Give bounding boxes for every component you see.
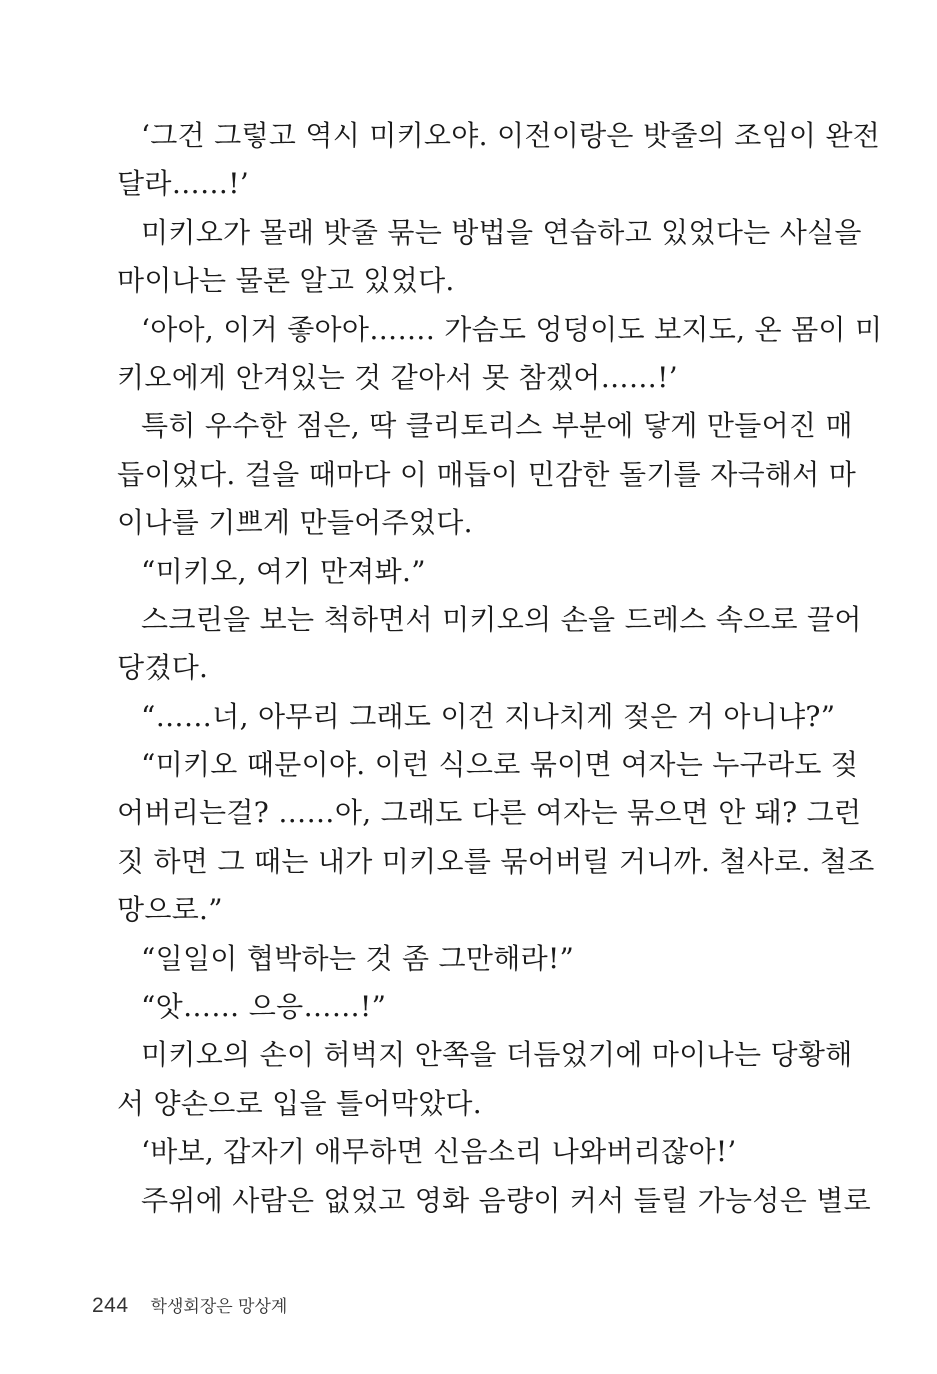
text-line: 이나를 기쁘게 만들어주었다.: [117, 506, 473, 540]
text-line: 듭이었다. 걸을 때마다 이 매듭이 민감한 돌기를 자극해서 마: [117, 457, 857, 491]
text-line: 짓 하면 그 때는 내가 미키오를 묶어버릴 거니까. 철사로. 철조: [117, 844, 875, 878]
page-number: 244: [92, 1294, 129, 1317]
text-line: “앗…… 으응……!”: [141, 990, 387, 1024]
text-line: “일일이 협박하는 것 좀 그만해라!”: [141, 941, 575, 975]
text-line: 스크린을 보는 척하면서 미키오의 손을 드레스 속으로 끌어: [141, 602, 862, 636]
text-line: “……너, 아무리 그래도 이건 지나치게 젖은 거 아니냐?”: [141, 699, 836, 733]
text-line: 미키오의 손이 허벅지 안쪽을 더듬었기에 마이나는 당황해: [141, 1038, 853, 1072]
text-line: ‘바보, 갑자기 애무하면 신음소리 나와버리잖아!’: [141, 1135, 737, 1169]
text-line: 특히 우수한 점은, 딱 클리토리스 부분에 닿게 만들어진 매: [141, 409, 853, 443]
text-line: ‘그건 그렇고 역시 미키오야. 이전이랑은 밧줄의 조임이 완전: [141, 119, 881, 152]
text-line: 마이나는 물론 알고 있었다.: [117, 264, 455, 298]
text-line: 당겼다.: [117, 651, 209, 685]
text-line: “미키오, 여기 만져봐.”: [141, 554, 426, 588]
text-line: 주위에 사람은 없었고 영화 음량이 커서 들릴 가능성은 별로: [141, 1183, 871, 1217]
text-line: 키오에게 안겨있는 것 같아서 못 참겠어……!’: [117, 360, 678, 394]
text-line: ‘아아, 이거 좋아아……. 가슴도 엉덩이도 보지도, 온 몸이 미: [141, 312, 883, 346]
text-line: 망으로.”: [117, 893, 223, 927]
text-line: 달라……!’: [117, 167, 250, 201]
text-line: 미키오가 몰래 밧줄 묶는 방법을 연습하고 있었다는 사실을: [141, 215, 862, 249]
page-footer: [92, 1290, 287, 1322]
text-line: 서 양손으로 입을 틀어막았다.: [117, 1086, 482, 1120]
text-line: “미키오 때문이야. 이런 식으로 묶이면 여자는 누구라도 젖: [141, 748, 859, 782]
body-text: [117, 112, 883, 1225]
book-title: 학생회장은 망상계: [150, 1297, 288, 1317]
text-line: 어버리는걸? ……아, 그래도 다른 여자는 묶으면 안 돼? 그런: [117, 796, 862, 830]
